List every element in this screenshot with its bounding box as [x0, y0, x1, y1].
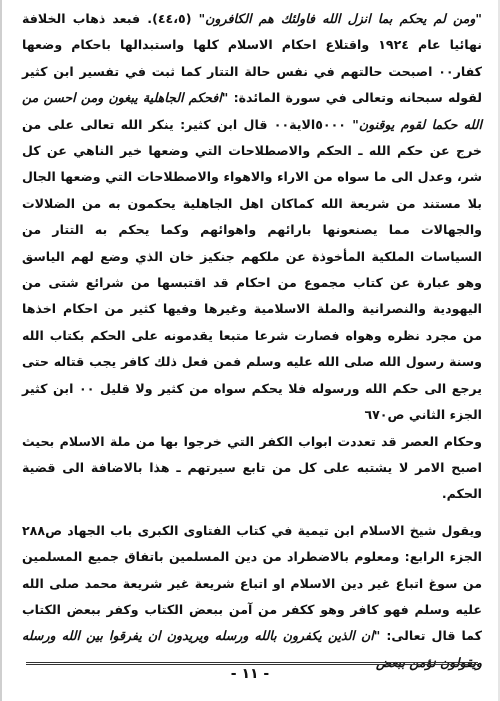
- page-number: - ١١ -: [230, 666, 270, 682]
- page-footer: [2, 648, 498, 688]
- footer-divider: [26, 662, 478, 665]
- quran-verse: "افحكم الجاهلية يبغون ومن احسن من الله حكما لقوم يوقنون": [22, 90, 482, 132]
- quran-verse: "ان الذين يكفرون بالله ورسله ويريدون ان يفرقوا بين الله ورسله ويقولون نؤمن ببعض: [22, 628, 482, 670]
- paragraph-text: (٤٤،٥). فبعد ذهاب الخلافة نهائيا عام ١٩٢٤ واقتلاع احكام الاسلام كلها واستبدالها باحكام وضعها كفار٠٠ اصبحت حالتهم في نفس حالة التتار كما ثبت في تفسير ابن كثير لقوله سبحانه وتعالى في سورة المائدة:: [22, 11, 482, 106]
- paragraph-1: [22, 6, 482, 429]
- quran-verse: "ومن لم يحكم بما انزل الله فاولئك هم الكافرون": [198, 11, 482, 26]
- paragraph-text: ٥٠٠٠الاية٠٠ قال ابن كثير: ينكر الله تعالى على من خرج عن حكم الله ـ الحكم والاصطلاحات التي وضعها خير الناهي عن كل شر، وعدل الى ما سواه من الاراء والاهواء والاصطلاحات التي وضعها الجال بلا مستند من شريعة الله كماكان اهل الجاهلية يحكمون به من الضلالات والجهالات مما يصنعونها بارائهم واهوائهم وكما يحكم به التتار من السياسات الملكية المأخوذة عن ملكهم جنكيز خان الذي وضع لهم الياسق وهو عبارة عن كتاب مجموع من احكام قد اقتبسها من شرائع شتى من اليهودية والنصرانية والملة الاسلامية وغيرها وفيها كثير من احكام اخذها من مجرد نظره وهواه فصارت شرعا متبعا يقدمونه على الحكم بكتاب الله وسنة رسول الله صلى الله عليه وسلم فمن فعل ذلك كافر يجب قتاله حتى يرجع الى حكم الله ورسوله فلا يحكم سواه من كثير ولا قليل ٠٠ ابن كثير الجزء الثاني ص٦٧٠: [22, 116, 482, 423]
- paragraph-text: ويقول شيخ الاسلام ابن تيمية في كتاب الفتاوى الكبرى باب الجهاد ص٢٨٨ الجزء الرابع: ومعلوم بالاضطراد من دين المسلمين باتفاق جميع المسلمين من سوغ اتباع غير دين الاسلام او اتباع شريعة غير شريعة محمد صلى الله عليه وسلم فهو كافر وهو ككفر من آمن ببعض الكتاب وكفر ببعض الكتاب كما قال تعالى:: [22, 522, 483, 644]
- document-body: [22, 6, 482, 676]
- paragraph-2: وحكام العصر قد تعددت ابواب الكفر التي خرجوا بها من ملة الاسلام بحيث اصبح الامر لا يشتبه على كل من تابع سيرتهم ـ هذا بالاضافة الى قضية الحكم.: [22, 433, 482, 502]
